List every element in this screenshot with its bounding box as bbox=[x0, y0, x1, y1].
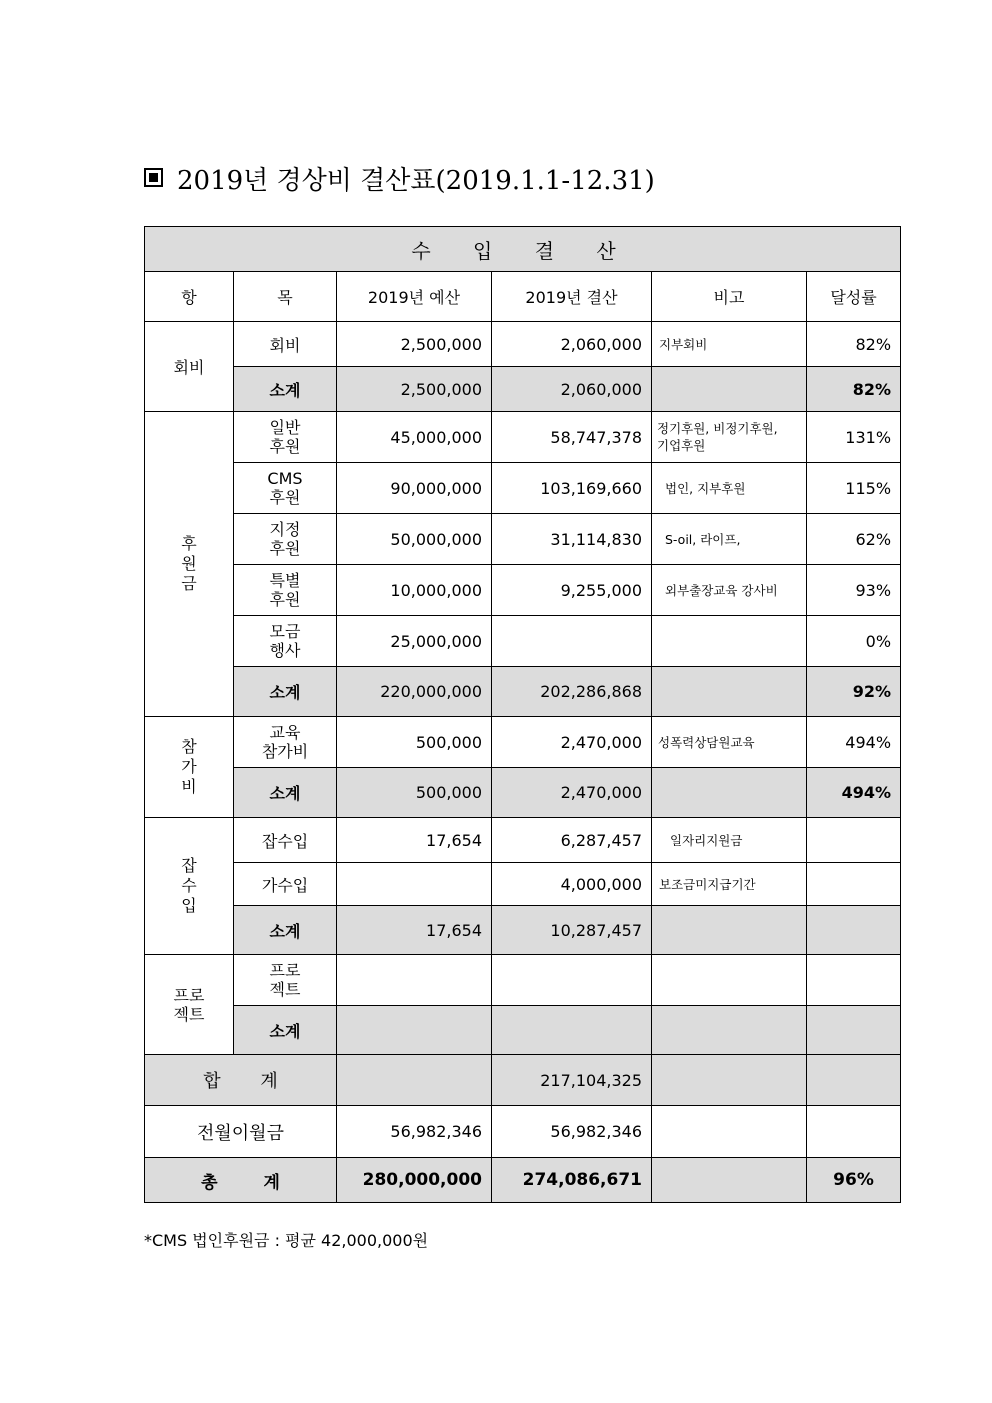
budget-cell: 56,982,346 bbox=[337, 1106, 492, 1158]
table-row bbox=[145, 863, 901, 906]
note-cell bbox=[652, 1158, 807, 1203]
budget-cell: 17,654 bbox=[337, 906, 492, 955]
title-text: 2019년 경상비 결산표(2019.1.1-12.31) bbox=[177, 166, 655, 196]
table-row bbox=[145, 955, 901, 1006]
rate-cell: 131% bbox=[807, 412, 901, 463]
item-line: 지정 bbox=[269, 520, 301, 539]
rate-cell: 62% bbox=[807, 514, 901, 565]
actual-cell: 103,169,660 bbox=[492, 463, 652, 514]
rate-cell bbox=[807, 1055, 901, 1106]
actual-cell: 6,287,457 bbox=[492, 818, 652, 863]
rate-cell bbox=[807, 818, 901, 863]
table-row bbox=[145, 322, 901, 367]
budget-cell bbox=[337, 1006, 492, 1055]
actual-cell: 217,104,325 bbox=[492, 1055, 652, 1106]
note-cell: 법인, 지부후원 bbox=[652, 463, 807, 514]
item-cell: 가수입 bbox=[234, 863, 337, 906]
note-cell bbox=[652, 367, 807, 412]
budget-cell bbox=[337, 1055, 492, 1106]
actual-cell: 2,060,000 bbox=[492, 322, 652, 367]
subtotal-row bbox=[145, 1006, 901, 1055]
item-line: 후원 bbox=[269, 590, 301, 609]
item-line: 일반 bbox=[269, 418, 301, 437]
column-header-row bbox=[145, 272, 901, 322]
item-line: 후원 bbox=[269, 488, 301, 507]
subtotal-row bbox=[145, 667, 901, 717]
category-line: 프로 bbox=[173, 985, 205, 1005]
category-project bbox=[145, 955, 234, 1055]
category-donations bbox=[145, 412, 234, 717]
total-row bbox=[145, 1055, 901, 1106]
note-cell bbox=[652, 1055, 807, 1106]
subtotal-row bbox=[145, 906, 901, 955]
item-cell: 잡수입 bbox=[234, 818, 337, 863]
item-line: 모금 bbox=[269, 622, 301, 641]
table-row bbox=[145, 717, 901, 768]
category-char: 가 bbox=[181, 757, 197, 776]
grand-total-label: 총 계 bbox=[145, 1158, 337, 1203]
footnote: *CMS 법인후원금 : 평균 42,000,000원 bbox=[144, 1231, 429, 1250]
item-line: 참가비 bbox=[261, 742, 309, 761]
table-row bbox=[145, 818, 901, 863]
actual-cell: 202,286,868 bbox=[492, 667, 652, 717]
subtotal-row bbox=[145, 768, 901, 818]
col-header-category: 항 bbox=[145, 272, 234, 322]
category-char: 잡 bbox=[181, 856, 197, 875]
rate-cell bbox=[807, 863, 901, 906]
rate-cell bbox=[807, 906, 901, 955]
actual-cell: 9,255,000 bbox=[492, 565, 652, 616]
table-row bbox=[145, 412, 901, 463]
rate-cell: 0% bbox=[807, 616, 901, 667]
note-line: 정기후원, 비정기후원, bbox=[657, 421, 778, 436]
square-bullet-icon bbox=[144, 168, 163, 187]
rate-cell: 92% bbox=[807, 667, 901, 717]
category-char: 참 bbox=[181, 737, 197, 756]
note-cell bbox=[652, 412, 807, 463]
category-char: 금 bbox=[181, 574, 197, 593]
page-title bbox=[144, 160, 655, 197]
rate-cell bbox=[807, 1106, 901, 1158]
note-cell: 일자리지원금 bbox=[652, 818, 807, 863]
item-cell bbox=[234, 514, 337, 565]
note-cell: 지부회비 bbox=[652, 322, 807, 367]
table-row bbox=[145, 514, 901, 565]
category-membership: 회비 bbox=[145, 322, 234, 412]
table-row bbox=[145, 616, 901, 667]
item-line: 행사 bbox=[269, 641, 301, 660]
rate-cell: 494% bbox=[807, 717, 901, 768]
note-line: 기업후원 bbox=[657, 438, 706, 453]
rate-cell bbox=[807, 955, 901, 1006]
budget-cell: 10,000,000 bbox=[337, 565, 492, 616]
rate-cell bbox=[807, 1006, 901, 1055]
col-header-actual: 2019년 결산 bbox=[492, 272, 652, 322]
subtotal-label: 소계 bbox=[234, 367, 337, 412]
budget-cell: 280,000,000 bbox=[337, 1158, 492, 1203]
actual-cell: 274,086,671 bbox=[492, 1158, 652, 1203]
subtotal-label: 소계 bbox=[234, 1006, 337, 1055]
subtotal-row bbox=[145, 367, 901, 412]
total-label: 합 계 bbox=[145, 1055, 337, 1106]
actual-cell bbox=[492, 1006, 652, 1055]
budget-cell bbox=[337, 955, 492, 1006]
grand-total-row bbox=[145, 1158, 901, 1203]
category-char: 원 bbox=[181, 554, 197, 573]
note-cell: 보조금미지급기간 bbox=[652, 863, 807, 906]
budget-cell: 2,500,000 bbox=[337, 367, 492, 412]
note-cell bbox=[652, 955, 807, 1006]
income-settlement-table bbox=[144, 226, 901, 1203]
budget-cell: 17,654 bbox=[337, 818, 492, 863]
carryover-row bbox=[145, 1106, 901, 1158]
item-line: 교육 bbox=[269, 723, 301, 742]
category-char: 입 bbox=[181, 896, 197, 915]
item-cell bbox=[234, 463, 337, 514]
item-line: 프로 bbox=[269, 961, 301, 980]
note-cell bbox=[652, 768, 807, 818]
section-header: 수 입 결 산 bbox=[145, 227, 901, 272]
rate-cell: 82% bbox=[807, 367, 901, 412]
rate-cell: 82% bbox=[807, 322, 901, 367]
actual-cell: 2,060,000 bbox=[492, 367, 652, 412]
rate-cell: 93% bbox=[807, 565, 901, 616]
rate-cell: 115% bbox=[807, 463, 901, 514]
item-cell bbox=[234, 565, 337, 616]
actual-cell: 2,470,000 bbox=[492, 768, 652, 818]
note-cell bbox=[652, 906, 807, 955]
category-line: 젝트 bbox=[173, 1004, 205, 1024]
table-row bbox=[145, 565, 901, 616]
budget-cell: 45,000,000 bbox=[337, 412, 492, 463]
actual-cell: 56,982,346 bbox=[492, 1106, 652, 1158]
actual-cell: 31,114,830 bbox=[492, 514, 652, 565]
actual-cell bbox=[492, 955, 652, 1006]
item-cell bbox=[234, 412, 337, 463]
category-participation bbox=[145, 717, 234, 818]
budget-cell: 2,500,000 bbox=[337, 322, 492, 367]
actual-cell: 58,747,378 bbox=[492, 412, 652, 463]
item-cell bbox=[234, 717, 337, 768]
budget-cell: 220,000,000 bbox=[337, 667, 492, 717]
note-cell bbox=[652, 616, 807, 667]
actual-cell: 2,470,000 bbox=[492, 717, 652, 768]
subtotal-label: 소계 bbox=[234, 768, 337, 818]
rate-cell: 494% bbox=[807, 768, 901, 818]
category-misc bbox=[145, 818, 234, 955]
item-line: CMS bbox=[267, 469, 303, 488]
note-cell: 성폭력상담원교육 bbox=[652, 717, 807, 768]
actual-cell: 4,000,000 bbox=[492, 863, 652, 906]
note-cell: 외부출장교육 강사비 bbox=[652, 565, 807, 616]
section-header-row bbox=[145, 227, 901, 272]
note-cell: S-oil, 라이프, bbox=[652, 514, 807, 565]
actual-cell: 10,287,457 bbox=[492, 906, 652, 955]
note-cell bbox=[652, 667, 807, 717]
item-cell bbox=[234, 616, 337, 667]
col-header-item: 목 bbox=[234, 272, 337, 322]
carryover-label: 전월이월금 bbox=[145, 1106, 337, 1158]
table-row bbox=[145, 463, 901, 514]
item-line: 특별 bbox=[269, 571, 301, 590]
budget-cell: 25,000,000 bbox=[337, 616, 492, 667]
item-line: 후원 bbox=[269, 437, 301, 456]
budget-cell: 500,000 bbox=[337, 717, 492, 768]
budget-cell: 500,000 bbox=[337, 768, 492, 818]
budget-cell: 90,000,000 bbox=[337, 463, 492, 514]
item-line: 후원 bbox=[269, 539, 301, 558]
col-header-rate: 달성률 bbox=[807, 272, 901, 322]
item-cell bbox=[234, 955, 337, 1006]
rate-cell: 96% bbox=[807, 1158, 901, 1203]
subtotal-label: 소계 bbox=[234, 667, 337, 717]
col-header-budget: 2019년 예산 bbox=[337, 272, 492, 322]
category-char: 비 bbox=[181, 777, 197, 796]
actual-cell bbox=[492, 616, 652, 667]
subtotal-label: 소계 bbox=[234, 906, 337, 955]
note-cell bbox=[652, 1006, 807, 1055]
item-cell: 회비 bbox=[234, 322, 337, 367]
category-char: 후 bbox=[181, 534, 197, 553]
note-cell bbox=[652, 1106, 807, 1158]
budget-cell bbox=[337, 863, 492, 906]
budget-cell: 50,000,000 bbox=[337, 514, 492, 565]
category-char: 수 bbox=[181, 876, 197, 895]
col-header-note: 비고 bbox=[652, 272, 807, 322]
item-line: 젝트 bbox=[269, 980, 301, 999]
